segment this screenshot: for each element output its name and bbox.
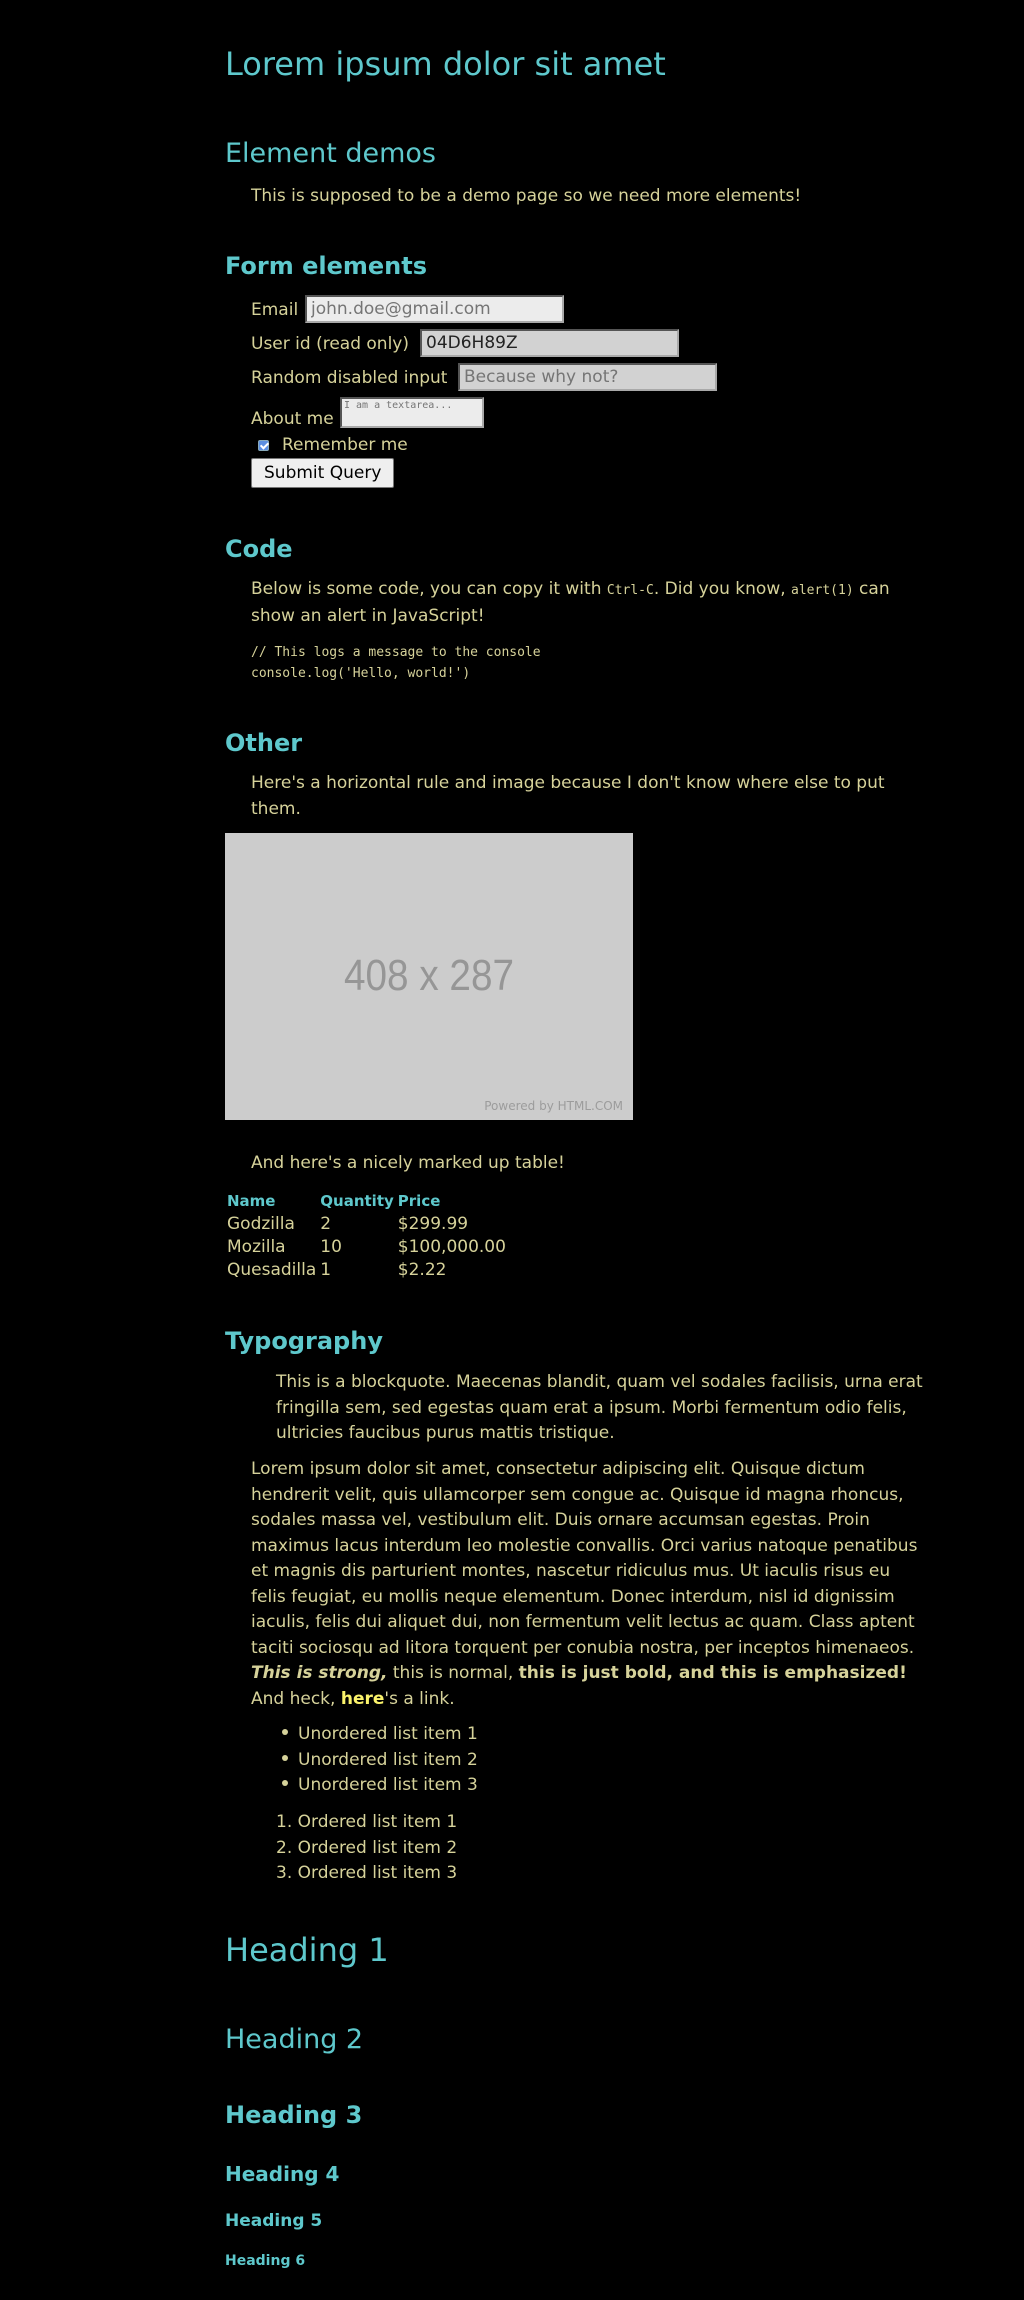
other-intro-line1: Here's a horizontal rule and image because I don't know where else to put <box>251 773 885 793</box>
table-row <box>225 1235 508 1258</box>
table-header-row <box>225 1190 508 1212</box>
blockquote <box>276 1370 956 1447</box>
remember-me-checkbox[interactable] <box>258 440 269 451</box>
paragraph-line: taciti sociosqu ad litora torquent per conubia nostra, per inceptos himenaeos. <box>251 1637 915 1658</box>
table-cell: Quesadilla <box>227 1259 317 1280</box>
strong-italic-text: This is strong, <box>251 1663 388 1683</box>
element-demos-heading: Element demos <box>225 138 437 169</box>
lorem-paragraph <box>251 1457 951 1712</box>
other-intro-line2: them. <box>251 798 301 819</box>
page-title: Lorem ipsum dolor sit amet <box>225 45 666 83</box>
about-me-label: About me <box>251 409 334 429</box>
code-block-line2: console.log('Hello, world!') <box>251 666 471 681</box>
list-item-label: Ordered list item 2 <box>297 1837 458 1858</box>
email-field[interactable] <box>305 295 564 323</box>
list-item <box>276 1861 457 1887</box>
list-item-label: Unordered list item 2 <box>298 1749 478 1770</box>
code-intro-line2: show an alert in JavaScript! <box>251 605 485 626</box>
heading-2: Heading 2 <box>225 2024 364 2055</box>
heck-text-after: 's a link. <box>384 1688 455 1709</box>
remember-me-label: Remember me <box>282 435 408 455</box>
paragraph-line: Lorem ipsum dolor sit amet, consectetur adipiscing elit. Quisque dictum <box>251 1459 865 1479</box>
heading-5: Heading 5 <box>225 2211 323 2231</box>
blockquote-line: fringilla sem, sed egestas quam erat a ipsum. Morbi fermentum odio felis, <box>276 1397 907 1418</box>
table-cell: $100,000.00 <box>397 1236 506 1257</box>
heading-3: Heading 3 <box>225 2101 363 2129</box>
code-block-line1: // This logs a message to the console <box>251 645 541 660</box>
code-intro-text-middle: . Did you know, <box>653 579 792 599</box>
placeholder-image <box>225 833 633 1120</box>
table-row <box>225 1258 508 1281</box>
list-item <box>276 1810 457 1836</box>
bullet-icon <box>282 1729 288 1735</box>
inline-code: alert(1) <box>791 583 854 598</box>
element-demos-intro: This is supposed to be a demo page so we need more elements! <box>251 186 802 206</box>
code-intro <box>251 577 941 629</box>
about-me-textarea[interactable] <box>340 397 484 428</box>
form-elements-heading: Form elements <box>225 252 428 280</box>
paragraph-line: felis feugiat, eu mollis neque elementum. Donec interdum, nisl id dignissim <box>251 1586 895 1607</box>
table-header-quantity: Quantity <box>320 1192 394 1210</box>
list-item-label: Unordered list item 3 <box>298 1775 478 1795</box>
paragraph-line: sodales massa vel, vestibulum elit. Duis ornare accumsan egestas. Proin <box>251 1510 870 1530</box>
products-table <box>225 1190 508 1281</box>
random-disabled-label: Random disabled input <box>251 368 448 388</box>
heading-6: Heading 6 <box>225 2253 306 2269</box>
table-cell: Godzilla <box>227 1213 295 1234</box>
placeholder-image-credit: Powered by HTML.COM <box>484 1099 623 1113</box>
ordered-list <box>276 1810 457 1887</box>
code-heading: Code <box>225 535 293 563</box>
table-header-name: Name <box>227 1192 276 1210</box>
list-item-label: Ordered list item 1 <box>297 1812 458 1832</box>
list-item-label: Unordered list item 1 <box>298 1724 478 1744</box>
bold-text: this is just bold, and this is emphasized! <box>518 1663 907 1683</box>
submit-query-button[interactable]: Submit Query <box>251 458 394 488</box>
code-intro-text-after: can <box>853 579 890 599</box>
other-intro <box>251 771 941 822</box>
typography-heading: Typography <box>225 1327 383 1355</box>
email-label: Email <box>251 300 299 320</box>
bullet-icon <box>282 1755 288 1761</box>
code-block <box>251 642 541 684</box>
heading-4: Heading 4 <box>225 2162 340 2186</box>
paragraph-line: et magnis dis parturient montes, nascetur ridiculus mus. Ut iaculis risus eu <box>251 1561 891 1581</box>
heading-1: Heading 1 <box>225 1931 389 1969</box>
normal-text: this is normal, <box>387 1663 519 1683</box>
blockquote-line: ultricies faucibus purus mattis tristique. <box>276 1423 615 1443</box>
paragraph-line: hendrerit velit, quis ullamcorper sem congue ac. Quisque id magna rhoncus, <box>251 1484 904 1505</box>
list-number: 3. <box>276 1863 298 1883</box>
paragraph-line: iaculis, felis dui aliquet dui, non fermentum velit lectus ac quam. Class aptent <box>251 1612 915 1632</box>
list-item <box>282 1773 478 1799</box>
other-heading: Other <box>225 729 303 757</box>
bullet-icon <box>282 1780 288 1786</box>
userid-field[interactable] <box>420 329 679 357</box>
heck-text-before: And heck, <box>251 1688 341 1709</box>
code-intro-text-before: Below is some code, you can copy it with <box>251 579 607 599</box>
list-item <box>282 1722 478 1748</box>
list-number: 2. <box>276 1837 298 1858</box>
table-cell: 1 <box>320 1259 332 1280</box>
table-cell: 2 <box>320 1213 332 1234</box>
random-disabled-field <box>458 363 717 391</box>
blockquote-line: This is a blockquote. Maecenas blandit, quam vel sodales facilisis, urna erat <box>276 1372 923 1392</box>
table-header-price: Price <box>397 1192 441 1210</box>
here-link[interactable]: here <box>340 1688 385 1709</box>
list-number: 1. <box>276 1812 298 1832</box>
table-cell: 10 <box>320 1236 342 1257</box>
placeholder-image-dimensions: 408 x 287 <box>343 951 515 1000</box>
table-cell: $2.22 <box>397 1259 447 1280</box>
paragraph-line: maximus lacus interdum leo molestie convallis. Orci varius natoque penatibus <box>251 1535 918 1556</box>
list-item <box>276 1836 457 1862</box>
table-cell: $299.99 <box>397 1213 469 1234</box>
userid-label: User id (read only) <box>251 334 409 354</box>
table-cell: Mozilla <box>227 1236 286 1257</box>
list-item-label: Ordered list item 3 <box>297 1863 458 1883</box>
unordered-list <box>282 1722 478 1799</box>
table-intro: And here's a nicely marked up table! <box>251 1153 565 1173</box>
table-row <box>225 1212 508 1235</box>
list-item <box>282 1748 478 1774</box>
shortcut-code: Ctrl-C <box>606 583 654 598</box>
